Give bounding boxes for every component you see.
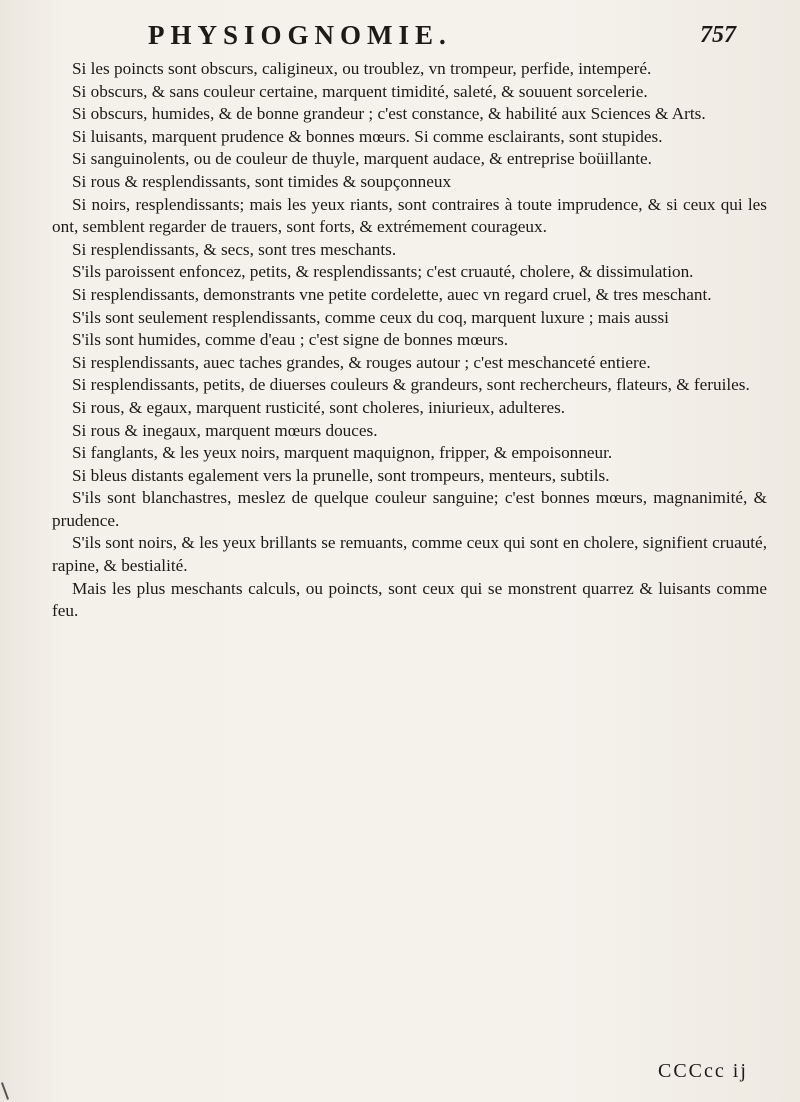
- paragraph: Si sanguinolents, ou de couleur de thuyle, marquent audace, & entreprise boüillante.: [72, 149, 652, 169]
- body-text: [52, 58, 767, 623]
- paragraph: Si fanglants, & les yeux noirs, marquent maquignon, fripper, & empoisonneur.: [72, 443, 613, 463]
- paragraph: S'ils sont humides, comme d'eau ; c'est signe de bonnes mœurs.: [72, 330, 509, 350]
- signature-mark: CCCcc ij: [658, 1060, 748, 1082]
- paragraph: Si obscurs, & sans couleur certaine, marquent timidité, saleté, & souuent sorcelerie.: [72, 81, 648, 101]
- paragraph: Si resplendissants, demonstrants vne petite cordelette, auec vn regard cruel, & tres meschant.: [72, 284, 712, 304]
- running-head: [0, 16, 800, 56]
- paragraph: Si noirs, resplendissants; mais les yeux riants, sont contraires à toute imprudence, & si ceux qui les ont, semblent regarder de trauers, sont forts, & extrémement courageux.: [52, 194, 767, 237]
- paragraph: Si resplendissants, & secs, sont tres meschants.: [72, 239, 397, 259]
- paragraph: S'ils sont blanchastres, meslez de quelque couleur sanguine; c'est bonnes mœurs, magnanimité, & prudence.: [52, 488, 767, 530]
- paragraph: S'ils sont seulement resplendissants, comme ceux du coq, marquent luxure ; mais aussi: [72, 307, 669, 327]
- paragraph: Si rous & inegaux, marquent mœurs douces.: [72, 420, 378, 440]
- paragraph: S'ils paroissent enfoncez, petits, & resplendissants; c'est cruauté, cholere, & dissimulation.: [72, 262, 694, 282]
- paragraph: Si luisants, marquent prudence & bonnes mœurs. Si comme esclairants, sont stupides.: [72, 126, 663, 146]
- paragraph: Si rous & resplendissants, sont timides & soupçonneux: [72, 171, 452, 191]
- paragraph: Si obscurs, humides, & de bonne grandeur ; c'est constance, & habilité aux Sciences & Arts.: [72, 104, 706, 124]
- paragraph: S'ils sont noirs, & les yeux brillants se remuants, comme ceux qui sont en cholere, signifient cruauté, rapine, & bestialité.: [52, 533, 767, 576]
- paragraph: Si resplendissants, auec taches grandes, & rouges autour ; c'est meschanceté entiere.: [72, 352, 651, 372]
- paragraph: Mais les plus meschants calculs, ou poincts, sont ceux qui se monstrent quarrez & luisants comme feu.: [52, 578, 767, 621]
- page-number: 757: [700, 22, 736, 48]
- paragraph: Si les poincts sont obscurs, caligineux, ou troublez, vn trompeur, perfide, intemperé.: [72, 59, 652, 78]
- margin-mark: [1, 1082, 9, 1100]
- paragraph: Si resplendissants, petits, de diuerses couleurs & grandeurs, sont rechercheurs, flateurs, & feruiles.: [72, 375, 750, 395]
- paragraph: Si bleus distants egalement vers la prunelle, sont trompeurs, menteurs, subtils.: [72, 465, 610, 485]
- paragraph: Si rous, & egaux, marquent rusticité, sont choleres, iniurieux, adulteres.: [72, 397, 566, 417]
- page-title: PHYSIOGNOMIE.: [148, 20, 452, 50]
